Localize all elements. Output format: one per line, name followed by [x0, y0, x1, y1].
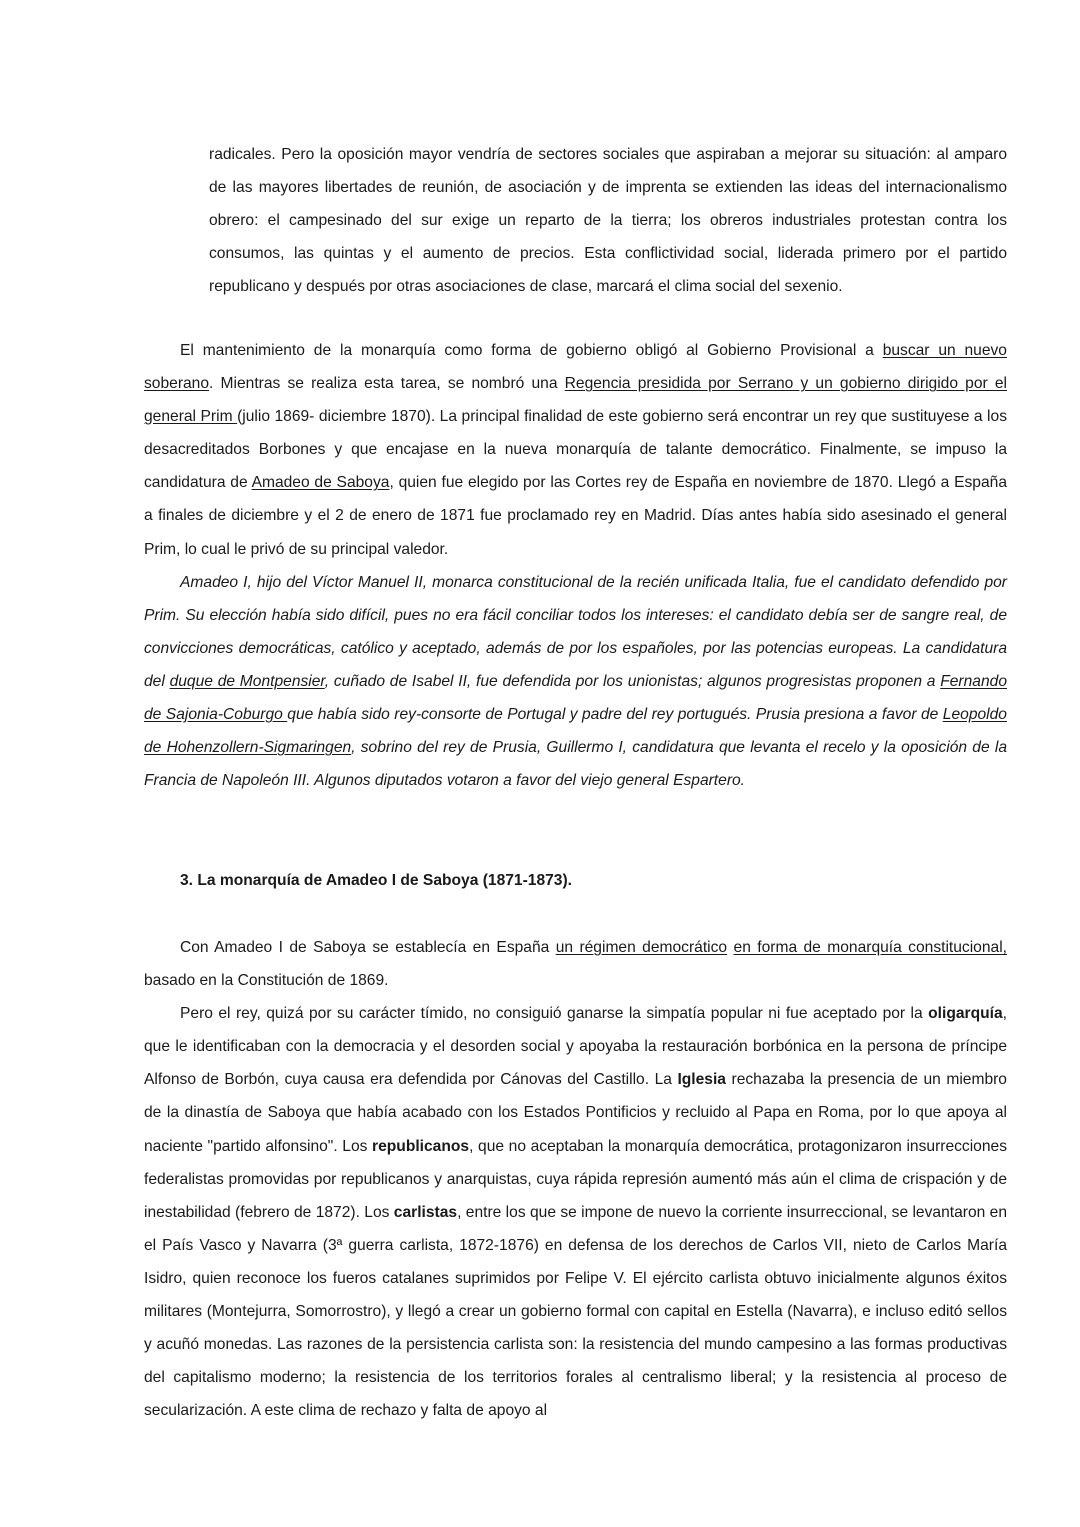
- underlined-phrase: duque de Montpensier: [169, 672, 325, 690]
- paragraph-4: Con Amadeo I de Saboya se establecía en España un régimen democrático en forma de monarquía constitucional, basado en la Constitución de 1869.: [144, 939, 1007, 990]
- paragraph-block-main: [144, 334, 1007, 797]
- bold-term: oligarquía: [928, 1005, 1003, 1023]
- underlined-phrase: Regencia presidida por Serrano y un gobierno dirigido por el general Prim: [144, 375, 1007, 426]
- underlined-phrase: Fernando de Sajonia-Coburgo: [144, 672, 1007, 724]
- paragraph-block-indented: [209, 138, 1007, 303]
- underlined-phrase: buscar un nuevo soberano: [144, 342, 1007, 393]
- bold-term: republicanos: [372, 1137, 470, 1155]
- paragraph-2: El mantenimiento de la monarquía como forma de gobierno obligó al Gobierno Provisional a buscar un nuevo soberano. Mientras se realiza esta tarea, se nombró una Regencia presidida por Serrano y un gobierno dirigido por el general Prim (julio 1869- diciembre 1870). La principal finalidad de este gobierno será encontrar un rey que sustituyese a los desacreditados Borbones y que encajase en la nueva monarquía de talante democrático. Finalmente, se impuso la candidatura de Amadeo de Saboya, quien fue elegido por las Cortes rey de España en noviembre de 1870. Llegó a España a finales de diciembre y el 2 de enero de 1871 fue proclamado rey en Madrid. Días antes había sido asesinado el general Prim, lo cual le privó de su principal valedor.: [144, 342, 1007, 558]
- paragraph-5: Pero el rey, quizá por su carácter tímido, no consiguió ganarse la simpatía popular ni fue aceptado por la oligarquía, que le identificaban con la democracia y el desorden social y apoyaba la restauración borbónica en la persona de príncipe Alfonso de Borbón, cuya causa era defendida por Cánovas del Castillo. La Iglesia rechazaba la presencia de un miembro de la dinastía de Saboya que había acabado con los Estados Pontificios y recluido al Papa en Roma, por lo que apoya al naciente "partido alfonsino". Los republicanos, que no aceptaban la monarquía democrática, protagonizaron insurrecciones federalistas promovidas por republicanos y anarquistas, cuya rápida represión aumentó más aún el clima de crispación y de inestabilidad (febrero de 1872). Los carlistas, entre los que se impone de nuevo la corriente insurreccional, se levantaron en el País Vasco y Navarra (3ª guerra carlista, 1872-1876) en defensa de los derechos de Carlos VII, nieto de Carlos María Isidro, quien reconoce los fueros catalanes suprimidos por Felipe V. El ejército carlista obtuvo inicialmente algunos éxitos militares (Montejurra, Somorrostro), y llegó a crear un gobierno formal con capital en Estella (Navarra), e incluso editó sellos y acuñó monedas. Las razones de la persistencia carlista son: la resistencia del mundo campesino a las formas productivas del capitalismo moderno; la resistencia de los territorios forales al centralismo liberal; y la resistencia al proceso de secularización. A este clima de rechazo y falta de apoyo al: [144, 1005, 1007, 1420]
- paragraph-3: Amadeo I, hijo del Víctor Manuel II, monarca constitucional de la recién unificada Italia, fue el candidato defendido por Prim. Su elección había sido difícil, pues no era fácil conciliar todos los intereses: el candidato debía ser de sangre real, de convicciones democráticas, católico y aceptado, además de por los españoles, por las potencias europeas. La candidatura del duque de Montpensier, cuñado de Isabel II, fue defendida por los unionistas; algunos progresistas proponen a Fernando de Sajonia-Coburgo que había sido rey-consorte de Portugal y padre del rey portugués. Prusia presiona a favor de Leopoldo de Hohenzollern-Sigmaringen, sobrino del rey de Prusia, Guillermo I, candidatura que levanta el recelo y la oposición de la Francia de Napoleón III. Algunos diputados votaron a favor del viejo general Espartero.: [144, 573, 1007, 790]
- paragraph-block-section: [144, 931, 1007, 1427]
- underlined-phrase: un régimen democrático: [555, 939, 728, 956]
- section-heading: 3. La monarquía de Amadeo I de Saboya (1871-1873).: [180, 872, 573, 889]
- underlined-phrase: Amadeo de Saboya: [251, 474, 390, 492]
- underlined-phrase: Leopoldo de Hohenzollern-Sigmaringen: [144, 706, 1007, 757]
- paragraph-1: radicales. Pero la oposición mayor vendría de sectores sociales que aspiraban a mejorar su situación: al amparo de las mayores libertades de reunión, de asociación y de imprenta se extienden las ideas del internacionalismo obrero: el campesinado del sur exige un reparto de la tierra; los obreros industriales protestan contra los consumos, las quintas y el aumento de precios. Esta conflictividad social, liderada primero por el partido republicano y después por otras asociaciones de clase, marcará el clima social del sexenio.: [209, 146, 1007, 296]
- bold-term: carlistas: [393, 1203, 458, 1221]
- bold-term: Iglesia: [677, 1071, 726, 1089]
- underlined-phrase: en forma de monarquía constitucional,: [733, 939, 1007, 956]
